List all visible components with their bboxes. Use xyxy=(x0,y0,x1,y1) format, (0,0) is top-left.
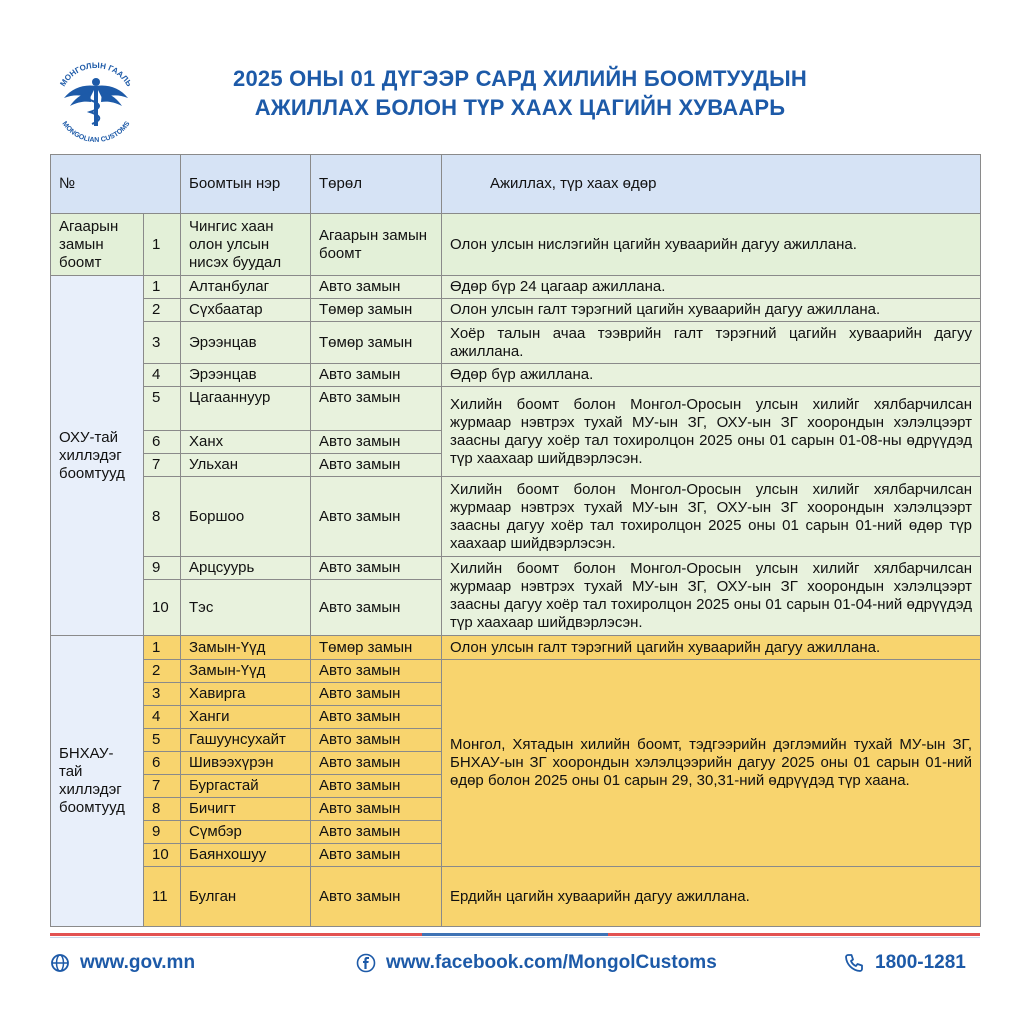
port-schedule: Өдөр бүр 24 цагаар ажиллана. xyxy=(442,276,981,299)
table-row xyxy=(51,364,981,387)
row-number: 3 xyxy=(144,683,181,706)
logo-text-bottom: MONGOLIAN CUSTOMS xyxy=(60,120,132,145)
row-number: 5 xyxy=(144,729,181,752)
footer-phone-text[interactable]: 1800-1281 xyxy=(875,952,966,973)
port-type: Авто замын xyxy=(311,387,442,431)
port-type: Авто замын xyxy=(311,844,442,867)
phone-icon xyxy=(843,952,865,974)
row-number: 5 xyxy=(144,387,181,431)
port-schedule: Олон улсын галт тэрэгний цагийн хуваарийн дагуу ажиллана. xyxy=(442,636,981,660)
row-number: 9 xyxy=(144,821,181,844)
row-number: 1 xyxy=(144,636,181,660)
port-schedule: Хилийн боомт болон Монгол-Оросын улсын хилийг хялбарчилсан журмаар нэвтрэх тухай МУ-ын ЗГ, ОХУ-ын ЗГ хоорондын хэлэлцээрт заасны дагуу хоёр тал тохиролцон 2025 оны 01 сарын 01-ний өдөр түр хаахаар шийдвэрлэсэн. xyxy=(442,477,981,557)
port-name: Замын-Үүд xyxy=(181,660,311,683)
port-type: Агаарын замын боомт xyxy=(311,214,442,276)
port-schedule: Хоёр талын ачаа тээврийн галт тэрэгний цагийн хуваарийн дагуу ажиллана. xyxy=(442,322,981,364)
row-number: 11 xyxy=(144,867,181,927)
row-number: 2 xyxy=(144,660,181,683)
port-type: Авто замын xyxy=(311,729,442,752)
port-schedule: Олон улсын галт тэрэгний цагийн хуваарийн дагуу ажиллана. xyxy=(442,299,981,322)
footer-divider-thin xyxy=(50,937,980,938)
row-number: 8 xyxy=(144,477,181,557)
port-type: Авто замын xyxy=(311,706,442,729)
port-type: Авто замын xyxy=(311,431,442,454)
port-type: Төмөр замын xyxy=(311,299,442,322)
footer-facebook[interactable] xyxy=(356,952,717,974)
caduceus-icon xyxy=(64,78,128,126)
port-name: Арцсуурь xyxy=(181,557,311,580)
port-type: Авто замын xyxy=(311,798,442,821)
table-row xyxy=(51,660,981,683)
port-type: Авто замын xyxy=(311,752,442,775)
row-number: 6 xyxy=(144,752,181,775)
port-type: Төмөр замын xyxy=(311,636,442,660)
logo-text-top: МОНГОЛЫН ГААЛЬ xyxy=(58,60,134,89)
port-type: Авто замын xyxy=(311,683,442,706)
port-name: Тэс xyxy=(181,580,311,636)
port-schedule: Монгол, Хятадын хилийн боомт, тэдгээрийн дэглэмийн тухай МУ-ын ЗГ, БНХАУ-ын ЗГ хоорондын хэлэлцээрийн дагуу 2025 оны 01 сарын 01-ний өдөр болон 2025 оны 01 сарын 29, 30,31-ний өдрүүдэд түр хаана. xyxy=(442,660,981,867)
port-name: Бургастай xyxy=(181,775,311,798)
port-schedule: Хилийн боомт болон Монгол-Оросын улсын хилийг хялбарчилсан журмаар нэвтрэх тухай МУ-ын ЗГ, ОХУ-ын ЗГ хоорондын хэлэлцээрт заасны дагуу хоёр тал тохиролцон 2025 оны 01 сарын 01-08-ны өдрүүдэд түр хаахаар шийдвэрлэсэн. xyxy=(442,387,981,477)
schedule-table xyxy=(50,154,981,927)
port-type: Авто замын xyxy=(311,276,442,299)
port-schedule: Олон улсын нислэгийн цагийн хуваарийн дагуу ажиллана. xyxy=(442,214,981,276)
footer-web[interactable] xyxy=(50,952,195,974)
port-name: Бичигт xyxy=(181,798,311,821)
footer-divider xyxy=(50,933,980,936)
header-name: Боомтын нэр xyxy=(181,155,311,214)
port-name: Хавирга xyxy=(181,683,311,706)
header-type: Төрөл xyxy=(311,155,442,214)
row-number: 6 xyxy=(144,431,181,454)
port-name: Сүмбэр xyxy=(181,821,311,844)
port-name: Чингис хаан олон улсын нисэх буудал xyxy=(181,214,311,276)
header-schedule: Ажиллах, түр хаах өдөр xyxy=(442,155,981,214)
port-type: Төмөр замын xyxy=(311,322,442,364)
port-type: Авто замын xyxy=(311,660,442,683)
table-row xyxy=(51,214,981,276)
row-number: 3 xyxy=(144,322,181,364)
port-type: Авто замын xyxy=(311,867,442,927)
row-number: 2 xyxy=(144,299,181,322)
page-title xyxy=(170,64,870,122)
port-name: Ульхан xyxy=(181,454,311,477)
group-china: БНХАУ-тай хиллэдэг боомтууд xyxy=(51,636,144,927)
row-number: 4 xyxy=(144,364,181,387)
port-name: Алтанбулаг xyxy=(181,276,311,299)
row-number: 9 xyxy=(144,557,181,580)
row-number: 10 xyxy=(144,844,181,867)
title-line-1: 2025 ОНЫ 01 ДҮГЭЭР САРД ХИЛИЙН БООМТУУДЫН xyxy=(233,66,807,91)
title-line-2: АЖИЛЛАХ БОЛОН ТҮР ХААХ ЦАГИЙН ХУВААРЬ xyxy=(254,95,786,120)
mongolian-customs-logo xyxy=(46,52,146,152)
port-name: Шивээхүрэн xyxy=(181,752,311,775)
port-type: Авто замын xyxy=(311,821,442,844)
table-row xyxy=(51,322,981,364)
footer-facebook-text[interactable]: www.facebook.com/MongolCustoms xyxy=(386,952,717,973)
port-name: Ханх xyxy=(181,431,311,454)
row-number: 8 xyxy=(144,798,181,821)
port-schedule: Ердийн цагийн хуваарийн дагуу ажиллана. xyxy=(442,867,981,927)
port-name: Цагааннуур xyxy=(181,387,311,431)
row-number: 1 xyxy=(144,214,181,276)
row-number: 7 xyxy=(144,775,181,798)
table-row xyxy=(51,867,981,927)
facebook-icon xyxy=(356,953,376,973)
port-type: Авто замын xyxy=(311,477,442,557)
table-row xyxy=(51,387,981,409)
table-row xyxy=(51,557,981,580)
port-name: Замын-Үүд xyxy=(181,636,311,660)
port-name: Эрээнцав xyxy=(181,322,311,364)
port-type: Авто замын xyxy=(311,580,442,636)
port-name: Гашуунсухайт xyxy=(181,729,311,752)
globe-icon xyxy=(50,953,70,973)
port-type: Авто замын xyxy=(311,454,442,477)
row-number: 1 xyxy=(144,276,181,299)
port-type: Авто замын xyxy=(311,364,442,387)
footer-web-text[interactable]: www.gov.mn xyxy=(80,952,196,973)
port-name: Боршоо xyxy=(181,477,311,557)
table-row xyxy=(51,299,981,322)
footer-phone[interactable] xyxy=(843,952,966,974)
port-type: Авто замын xyxy=(311,557,442,580)
group-air: Агаарын замын боомт xyxy=(51,214,144,276)
port-name: Сүхбаатар xyxy=(181,299,311,322)
table-row xyxy=(51,477,981,557)
header-no: № xyxy=(51,155,181,214)
table-row xyxy=(51,276,981,299)
port-type: Авто замын xyxy=(311,775,442,798)
port-schedule: Өдөр бүр ажиллана. xyxy=(442,364,981,387)
port-name: Ханги xyxy=(181,706,311,729)
row-number: 4 xyxy=(144,706,181,729)
port-name: Баянхошуу xyxy=(181,844,311,867)
group-russia: ОХУ-тай хиллэдэг боомтууд xyxy=(51,276,144,636)
port-schedule: Хилийн боомт болон Монгол-Оросын улсын хилийг хялбарчилсан журмаар нэвтрэх тухай МУ-ын ЗГ, ОХУ-ын ЗГ хоорондын хэлэлцээрт заасны дагуу хоёр тал тохиролцон 2025 оны 01 сарын 01-04-ний өдрүүдэд түр хаахаар шийдвэрлэсэн. xyxy=(442,557,981,636)
row-number: 7 xyxy=(144,454,181,477)
row-number: 10 xyxy=(144,580,181,636)
table-row xyxy=(51,636,981,660)
port-name: Эрээнцав xyxy=(181,364,311,387)
port-name: Булган xyxy=(181,867,311,927)
table-header-row xyxy=(51,155,981,214)
